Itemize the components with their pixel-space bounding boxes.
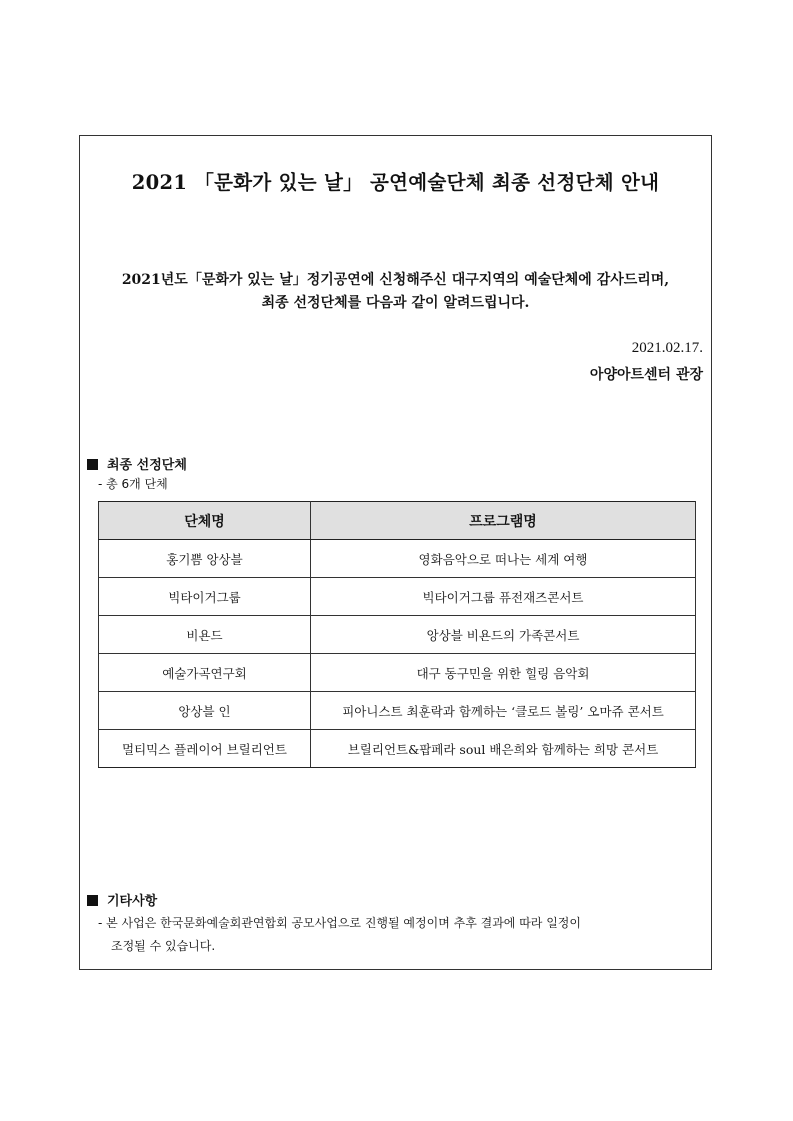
group-name: 빅타이거그룹 xyxy=(99,578,311,616)
notice-date: 2021.02.17. xyxy=(631,340,703,356)
selection-heading-label: 최종 선정단체 xyxy=(107,458,187,473)
table-row xyxy=(99,730,696,768)
group-name: 홍기쁨 앙상블 xyxy=(99,540,311,578)
column-header-group: 단체명 xyxy=(99,502,311,540)
square-bullet-icon xyxy=(87,895,98,906)
column-header-program: 프로그램명 xyxy=(311,502,696,540)
signer: 아양아트센터 관장 xyxy=(589,367,703,383)
table-row xyxy=(99,578,696,616)
group-name: 멀티믹스 플레이어 브릴리언트 xyxy=(99,730,311,768)
group-name: 비욘드 xyxy=(99,616,311,654)
program-name: 빅타이거그룹 퓨전재즈콘서트 xyxy=(311,578,696,616)
other-notes xyxy=(98,912,581,958)
table-header-row xyxy=(99,502,696,540)
selection-count-note: - 총 6개 단체 xyxy=(98,477,168,491)
table-row xyxy=(99,616,696,654)
program-name: 피아니스트 최훈락과 함께하는 ‘클로드 볼링’ 오마쥬 콘서트 xyxy=(311,692,696,730)
notice-frame xyxy=(79,135,712,970)
program-name: 영화음악으로 떠나는 세계 여행 xyxy=(311,540,696,578)
square-bullet-icon xyxy=(87,459,98,470)
document-title: 2021 「문화가 있는 날」 공연예술단체 최종 선정단체 안내 xyxy=(131,171,660,194)
table-row xyxy=(99,654,696,692)
other-heading-label: 기타사항 xyxy=(107,894,158,909)
intro-line-2: 최종 선정단체를 다음과 같이 알려드립니다. xyxy=(261,295,530,311)
table-row xyxy=(99,692,696,730)
program-name: 브릴리언트&팝페라 soul 배은희와 함께하는 희망 콘서트 xyxy=(311,730,696,768)
selection-table xyxy=(98,501,696,768)
group-name: 앙상블 인 xyxy=(99,692,311,730)
program-name: 앙상블 비욘드의 가족콘서트 xyxy=(311,616,696,654)
other-heading xyxy=(87,890,157,909)
other-note-line-2: 조정될 수 있습니다. xyxy=(111,939,216,953)
other-note-line-1: - 본 사업은 한국문화예술회관연합회 공모사업으로 진행될 예정이며 추후 결과에 따라 일정이 xyxy=(98,916,581,930)
selection-heading xyxy=(87,454,187,473)
intro-line-1: 2021년도「문화가 있는 날」정기공연에 신청해주신 대구지역의 예술단체에 감사드리며, xyxy=(121,272,670,288)
program-name: 대구 동구민을 위한 힐링 음악회 xyxy=(311,654,696,692)
table-row xyxy=(99,540,696,578)
group-name: 예술가곡연구회 xyxy=(99,654,311,692)
